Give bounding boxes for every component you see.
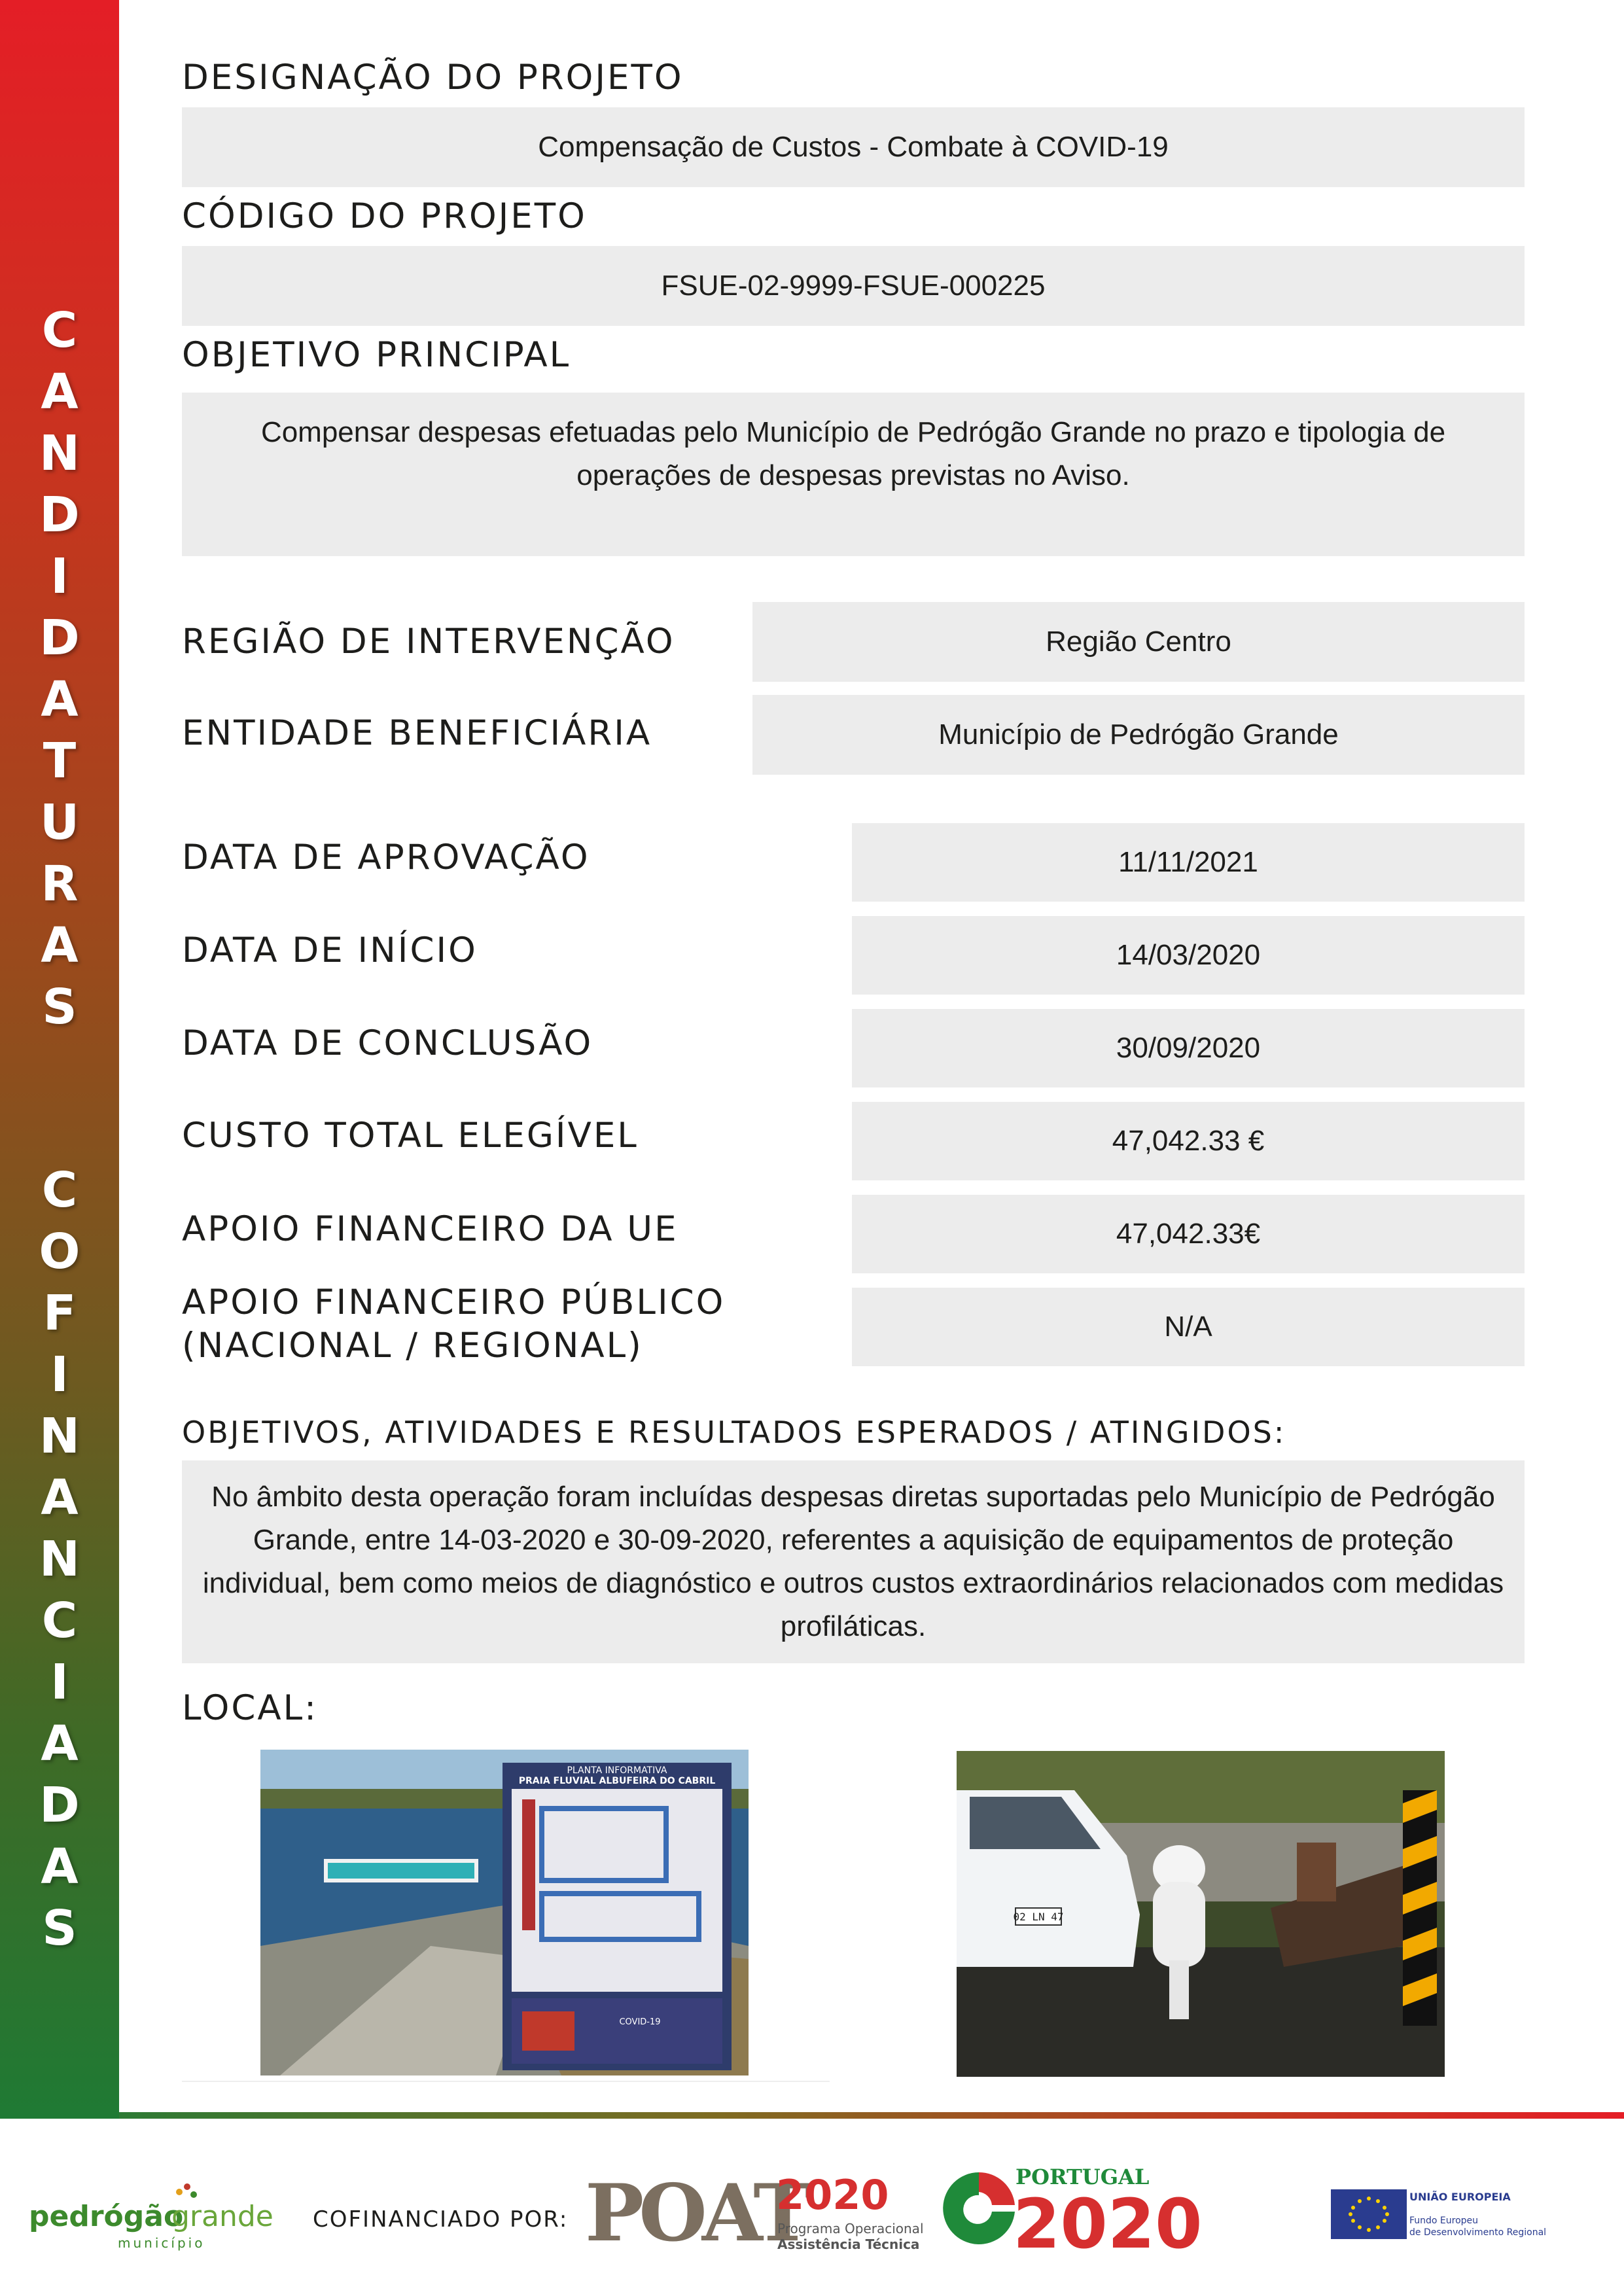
apoio-ue-value: 47,042.33€	[852, 1195, 1525, 1273]
sign-title-2: PRAIA FLUVIAL ALBUFEIRA DO CABRIL	[518, 1776, 716, 1786]
sidebar-letter: A	[41, 1716, 79, 1772]
sidebar-letter: D	[39, 487, 80, 543]
sign-title-1: PLANTA INFORMATIVA	[567, 1765, 667, 1776]
poat-logo-line2: Assistência Técnica	[777, 2236, 920, 2252]
sidebar-letter: R	[41, 856, 79, 912]
apoio-publico-label-line2: (NACIONAL / REGIONAL)	[182, 1326, 643, 1366]
sidebar-letter: C	[41, 1593, 78, 1649]
sidebar-letter: A	[41, 917, 79, 974]
eu-flag-icon	[1331, 2189, 1407, 2239]
apoio-publico-label-line1: APOIO FINANCEIRO PÚBLICO	[182, 1282, 726, 1322]
portugal-2020-emblem-icon	[940, 2166, 1018, 2251]
sidebar-letter: C	[41, 302, 78, 359]
sidebar-letter: A	[41, 364, 79, 420]
poat-logo-year: 2020	[776, 2171, 889, 2219]
resultados-value: No âmbito desta operação foram incluídas despesas diretas suportadas pelo Município de Pedrógão Grande, entre 14-03-2020 e 30-09-2020, referentes a aquisição de equipamentos de proteção individual, bem como meios de diagnóstico e outros custos extraordinários relacionados com medidas profiláticas.	[182, 1460, 1525, 1663]
pedrogao-logo-text-b: grande	[171, 2200, 274, 2233]
sidebar-letter: D	[39, 1777, 80, 1833]
entidade-label: ENTIDADE BENEFICIÁRIA	[182, 713, 652, 753]
photo-praia-fluvial	[260, 1750, 749, 2075]
photo-divider	[182, 2081, 830, 2082]
sidebar-letter: N	[39, 425, 80, 482]
designacao-label: DESIGNAÇÃO DO PROJETO	[182, 58, 684, 97]
sidebar-letter: D	[39, 610, 80, 666]
sidebar-letter: A	[41, 671, 79, 728]
eu-line1: Fundo Europeu	[1409, 2216, 1479, 2226]
conclusao-value: 30/09/2020	[852, 1009, 1525, 1087]
portugal-label: PORTUGAL	[1015, 2164, 1150, 2189]
local-label: LOCAL:	[182, 1688, 319, 1728]
objetivo-label: OBJETIVO PRINCIPAL	[182, 335, 571, 375]
sidebar-letter: I	[50, 548, 69, 605]
custo-value: 47,042.33 €	[852, 1102, 1525, 1180]
car-plate: 02 LN 47	[1013, 1911, 1064, 1923]
regiao-value: Região Centro	[752, 602, 1525, 682]
sign-covid: COVID-19	[619, 2017, 661, 2027]
sidebar-letter: N	[39, 1408, 80, 1464]
bottom-rule	[119, 2112, 1624, 2119]
sidebar-letter: F	[43, 1285, 77, 1341]
codigo-value: FSUE-02-9999-FSUE-000225	[182, 246, 1525, 326]
sidebar-letter: S	[42, 979, 77, 1035]
inicio-label: DATA DE INÍCIO	[182, 930, 478, 970]
sidebar-letter: A	[41, 1839, 79, 1895]
aprovacao-value: 11/11/2021	[852, 823, 1525, 902]
poat-logo-line1: Programa Operacional	[777, 2221, 924, 2236]
custo-label: CUSTO TOTAL ELEGÍVEL	[182, 1116, 639, 1156]
inicio-value: 14/03/2020	[852, 916, 1525, 995]
entidade-value: Município de Pedrógão Grande	[752, 695, 1525, 775]
codigo-label: CÓDIGO DO PROJETO	[182, 196, 587, 236]
sidebar-letter: N	[39, 1531, 80, 1587]
designacao-value: Compensação de Custos - Combate à COVID-19	[182, 107, 1525, 187]
regiao-label: REGIÃO DE INTERVENÇÃO	[182, 622, 675, 662]
resultados-label: OBJETIVOS, ATIVIDADES E RESULTADOS ESPERADOS / ATINGIDOS:	[182, 1415, 1286, 1450]
sidebar-letter: T	[43, 733, 77, 789]
apoio-publico-label	[182, 1281, 725, 1368]
sidebar-letter: S	[42, 1900, 77, 1956]
aprovacao-label: DATA DE APROVAÇÃO	[182, 838, 590, 877]
sidebar-word-candidaturas	[0, 300, 119, 1038]
sidebar-letter: I	[50, 1347, 69, 1403]
portugal-year: 2020	[1013, 2184, 1203, 2264]
sidebar-letter: I	[50, 1654, 69, 1710]
cofinanciado-label: COFINANCIADO POR:	[313, 2206, 569, 2233]
sidebar-letter: C	[41, 1162, 78, 1218]
pedrogao-logo-subtitle: município	[118, 2235, 205, 2251]
pedrogao-logo-text-a: pedrógão	[29, 2200, 184, 2233]
apoio-publico-value: N/A	[852, 1288, 1525, 1366]
objetivo-value: Compensar despesas efetuadas pelo Município de Pedrógão Grande no prazo e tipologia de operações de despesas previstas no Aviso.	[182, 393, 1525, 556]
conclusao-label: DATA DE CONCLUSÃO	[182, 1023, 593, 1063]
sidebar-letter: U	[39, 794, 80, 851]
sidebar-letter: O	[39, 1224, 80, 1280]
eu-line2: de Desenvolvimento Regional	[1409, 2227, 1547, 2238]
pedrogao-logo-icon	[174, 2180, 198, 2204]
sidebar-word-cofinanciadas	[0, 1159, 119, 1959]
poat-logo-letters: POAT	[585, 2167, 807, 2259]
photo-desinfecao	[957, 1751, 1445, 2077]
apoio-ue-label: APOIO FINANCEIRO DA UE	[182, 1209, 679, 1249]
sidebar-letter: A	[41, 1470, 79, 1526]
eu-title: UNIÃO EUROPEIA	[1409, 2191, 1511, 2203]
sidebar-banner	[0, 0, 119, 2119]
